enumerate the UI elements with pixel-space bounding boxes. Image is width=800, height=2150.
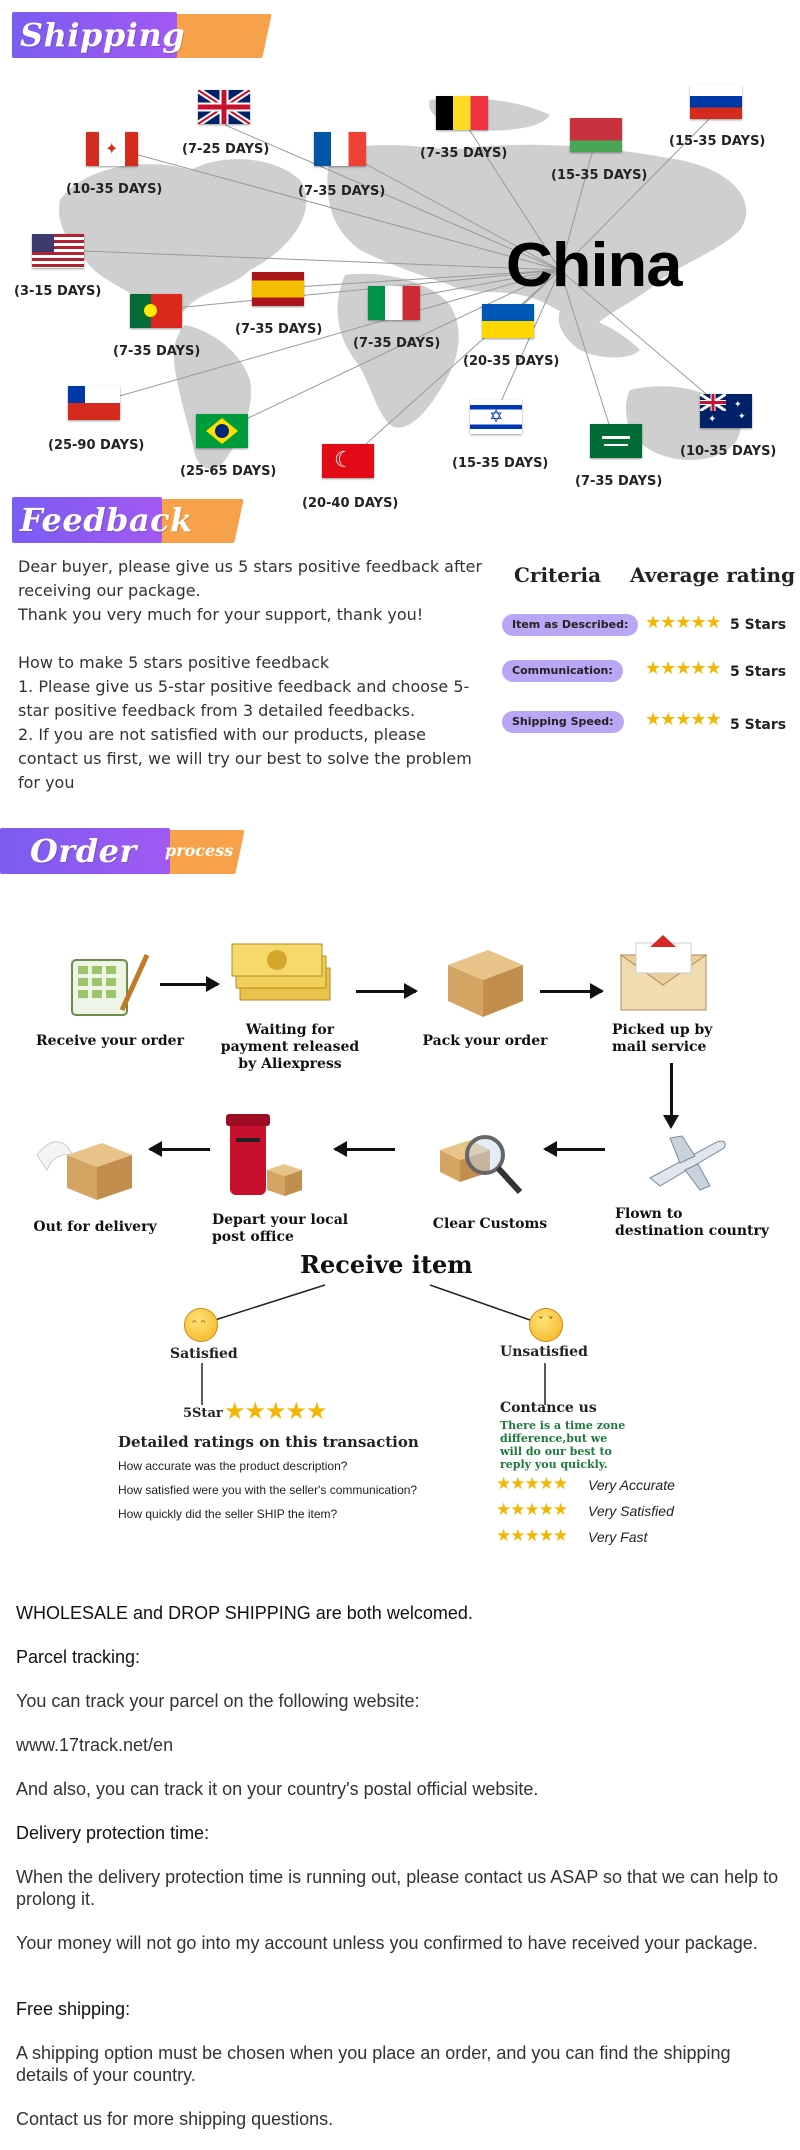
- criteria-header: Criteria: [514, 563, 602, 587]
- satisfied-face-icon: ᵔ ᵔ: [184, 1308, 218, 1342]
- feedback-line-1: Dear buyer, please give us 5 stars positive feedback after receiving our package.: [18, 557, 483, 600]
- parcel-postal-text: And also, you can track it on your country's postal official website.: [16, 1779, 539, 1799]
- five-star-stars: ★★★★★: [224, 1397, 327, 1425]
- wholesale-text: WHOLESALE and DROP SHIPPING are both welcomed.: [16, 1603, 473, 1623]
- australia-days: (10-35 DAYS): [680, 444, 777, 459]
- very-accurate-label: Very Accurate: [588, 1477, 675, 1493]
- parcel-tracking-text: You can track your parcel on the following website:: [16, 1691, 420, 1711]
- belarus-days: (15-35 DAYS): [551, 168, 648, 183]
- turkey-flag: ☾: [322, 444, 374, 478]
- criteria-shipping-speed: Shipping Speed:: [502, 711, 624, 733]
- contact-us-title: Contance us: [500, 1400, 597, 1416]
- contact-note: There is a time zone difference,but we will do our best to reply you quickly.: [500, 1419, 626, 1471]
- order-banner-sub: process: [165, 841, 234, 860]
- parcel-tracking-url[interactable]: www.17track.net/en: [16, 1735, 174, 1755]
- canada-days: (10-35 DAYS): [66, 182, 163, 197]
- receive-item-title: Receive item: [300, 1250, 473, 1279]
- unsatisfied-face-icon: ˇ ˇ: [529, 1308, 563, 1342]
- question-shipping: How quickly did the seller SHIP the item?: [118, 1507, 338, 1521]
- step-clear-customs: Clear Customs: [432, 1216, 548, 1232]
- step-flown-destination: Flown to destination country: [615, 1206, 769, 1239]
- very-fast-label: Very Fast: [588, 1529, 648, 1545]
- very-fast-stars: ★★★★★: [496, 1526, 568, 1546]
- very-satisfied-stars: ★★★★★: [496, 1500, 568, 1520]
- free-shipping-title: Free shipping:: [16, 1999, 131, 2019]
- france-days: (7-35 DAYS): [298, 184, 386, 199]
- rating-value-communication: 5 Stars: [730, 664, 787, 680]
- shipping-banner-title: Shipping: [20, 16, 186, 54]
- brazil-days: (25-65 DAYS): [180, 464, 277, 479]
- very-accurate-stars: ★★★★★: [496, 1474, 568, 1494]
- israel-days: (15-35 DAYS): [452, 456, 549, 471]
- feedback-line-6: 2. If you are not satisfied with our products, please contact us first, we will try our best to solve the problem for you: [18, 725, 472, 792]
- detailed-ratings-title: Detailed ratings on this transaction: [118, 1433, 419, 1451]
- step-picked-up: Picked up by mail service: [612, 1022, 713, 1055]
- delivery-protection-title: Delivery protection time:: [16, 1823, 210, 1843]
- rating-stars-described: ★★★★★: [645, 612, 721, 633]
- rating-stars-shipping: ★★★★★: [645, 709, 721, 730]
- feedback-banner-title: Feedback: [20, 501, 193, 539]
- spain-days: (7-35 DAYS): [235, 322, 323, 337]
- step-depart-post-office: Depart your local post office: [212, 1212, 349, 1245]
- ukraine-days: (20-35 DAYS): [463, 354, 560, 369]
- uk-days: (7-25 DAYS): [182, 142, 270, 157]
- rating-value-shipping: 5 Stars: [730, 717, 787, 733]
- italy-days: (7-35 DAYS): [353, 336, 441, 351]
- belgium-days: (7-35 DAYS): [420, 146, 508, 161]
- russia-days: (15-35 DAYS): [669, 134, 766, 149]
- portugal-days: (7-35 DAYS): [113, 344, 201, 359]
- rating-header: Average rating: [630, 563, 796, 587]
- saudi-days: (7-35 DAYS): [575, 474, 663, 489]
- parcel-tracking-title: Parcel tracking:: [16, 1647, 141, 1667]
- israel-flag: ✡: [470, 400, 522, 434]
- australia-flag: ✦ ✦ ✦: [700, 394, 752, 428]
- step-out-for-delivery: Out for delivery: [33, 1219, 157, 1235]
- question-communication: How satisfied were you with the seller's communication?: [118, 1483, 418, 1497]
- rating-value-described: 5 Stars: [730, 617, 787, 633]
- canada-flag: ✦: [86, 132, 138, 166]
- question-accuracy: How accurate was the product description?: [118, 1459, 348, 1473]
- free-shipping-text: A shipping option must be chosen when you place an order, and you can find the shipping details of your country.: [16, 2043, 731, 2085]
- china-label: China: [505, 231, 682, 300]
- unsatisfied-label: Unsatisfied: [500, 1344, 588, 1360]
- delivery-protection-text-2: Your money will not go into my account unless you confirmed to have received your package.: [16, 1933, 758, 1953]
- step-receive-order: Receive your order: [36, 1033, 184, 1049]
- feedback-line-5: 1. Please give us 5-star positive feedback and choose 5-star positive feedback from 3 detailed feedbacks.: [18, 677, 470, 720]
- feedback-line-4: How to make 5 stars positive feedback: [18, 653, 330, 672]
- feedback-line-2: Thank you very much for your support, thank you!: [18, 605, 424, 624]
- step-pack-order: Pack your order: [422, 1033, 548, 1049]
- five-star-label: 5Star: [183, 1406, 223, 1421]
- very-satisfied-label: Very Satisfied: [588, 1503, 674, 1519]
- usa-days: (3-15 DAYS): [14, 284, 102, 299]
- contact-more-text: Contact us for more shipping questions.: [16, 2109, 334, 2129]
- satisfied-label: Satisfied: [170, 1346, 238, 1362]
- chile-days: (25-90 DAYS): [48, 438, 145, 453]
- order-banner-title: Order: [30, 832, 137, 870]
- step-waiting-payment: Waiting for payment released by Aliexpress: [220, 1022, 360, 1072]
- delivery-protection-text-1: When the delivery protection time is running out, please contact us ASAP so that we can help to prolong it.: [16, 1867, 779, 1909]
- criteria-communication: Communication:: [502, 660, 623, 682]
- criteria-item-described: Item as Described:: [502, 614, 638, 636]
- turkey-days: (20-40 DAYS): [302, 496, 399, 511]
- rating-stars-communication: ★★★★★: [645, 658, 721, 679]
